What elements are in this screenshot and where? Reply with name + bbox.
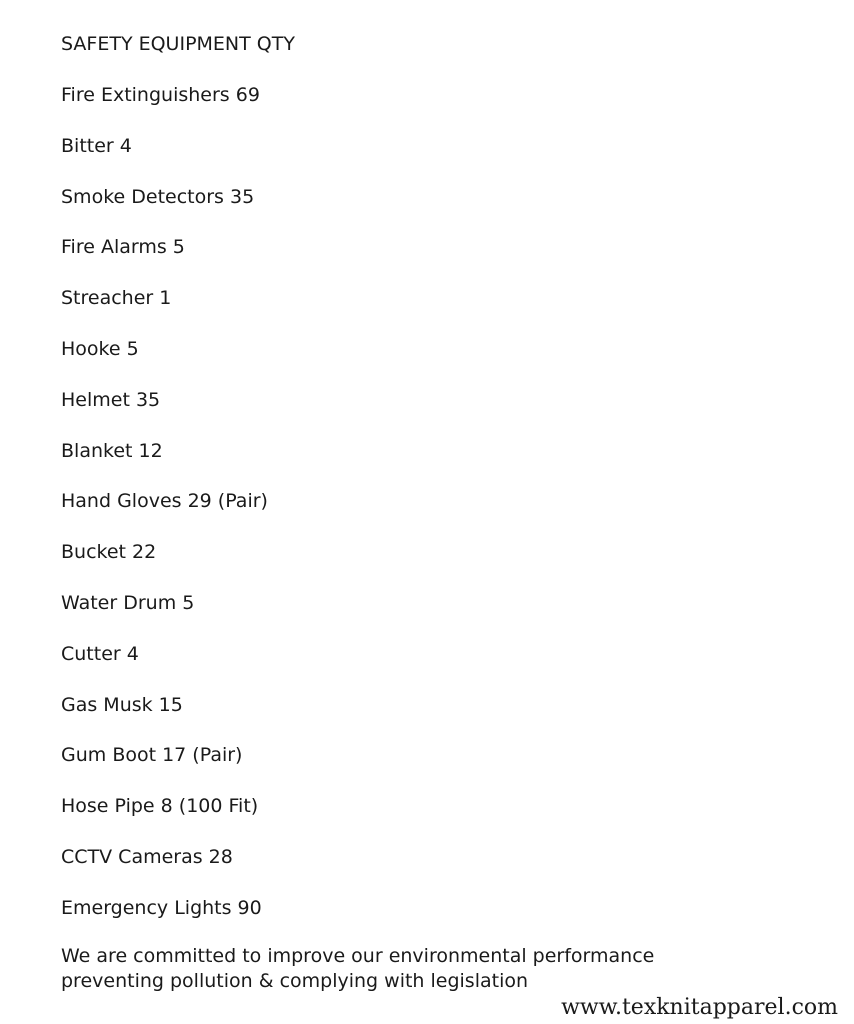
list-item: Helmet 35 bbox=[61, 388, 161, 411]
list-item: Bitter 4 bbox=[61, 134, 132, 157]
environmental-statement bbox=[61, 944, 821, 994]
list-item: Fire Alarms 5 bbox=[61, 236, 185, 259]
list-item: Cutter 4 bbox=[61, 642, 139, 665]
list-item: Smoke Detectors 35 bbox=[61, 185, 255, 208]
list-item: Bucket 22 bbox=[61, 541, 157, 564]
list-item: Hose Pipe 8 (100 Fit) bbox=[61, 795, 259, 818]
list-item: Emergency Lights 90 bbox=[61, 896, 262, 919]
statement-line-2: preventing pollution & complying with legislation bbox=[61, 970, 529, 992]
statement-line-1: We are committed to improve our environmental performance bbox=[61, 945, 655, 967]
list-item: Fire Extinguishers 69 bbox=[61, 84, 260, 106]
equipment-list bbox=[61, 81, 821, 922]
list-item: Water Drum 5 bbox=[61, 591, 195, 614]
list-item: Gum Boot 17 (Pair) bbox=[61, 744, 243, 767]
list-item: Blanket 12 bbox=[61, 439, 163, 462]
list-item: CCTV Cameras 28 bbox=[61, 845, 233, 868]
list-item: Hooke 5 bbox=[61, 337, 139, 360]
list-item: Hand Gloves 29 (Pair) bbox=[61, 490, 268, 513]
list-item: Gas Musk 15 bbox=[61, 693, 183, 716]
safety-equipment-document bbox=[61, 30, 821, 945]
page-title: SAFETY EQUIPMENT QTY bbox=[61, 33, 295, 55]
list-item: Streacher 1 bbox=[61, 287, 172, 310]
website-url: www.texknitapparel.com bbox=[561, 995, 838, 1020]
